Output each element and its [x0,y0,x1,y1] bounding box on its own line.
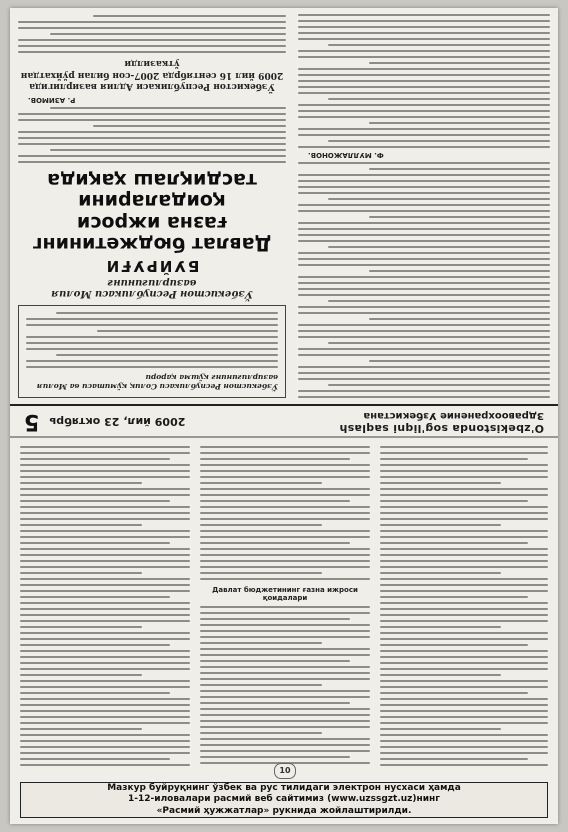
newspaper-page [10,8,558,824]
left-column [298,12,550,398]
body-text-lines [200,606,370,766]
decree-label: БУЙРУҒИ [104,257,200,275]
masthead [10,404,558,438]
masthead-title-uz: O'zbekistonda sog'liqni saqlash [339,421,544,435]
article-subheadline: Ўзбекистон Республикаси Адлия вазирлигида 2009 йил 16 сентябрда 2007-сон билан рўйхатдан ўтказилди [20,58,284,91]
masthead-brand [339,410,544,433]
framed-intro [18,305,286,398]
article-rubric: Ўзбекистон Республикаси Молия вазирлигининг [51,277,253,299]
notice-banner [20,782,548,818]
lower-half [10,438,558,824]
issue-date: 2009 йил, 23 октябрь [49,415,186,429]
body-text-lines [26,312,278,368]
right-column [18,12,286,398]
lower-column-1 [20,446,190,766]
body-text-lines [18,107,286,163]
lower-column-2 [200,446,370,766]
body-text-lines [298,162,550,398]
banner-line-2: 1-12-иловалари расмий веб сайтимиз (www.uzssgzt.uz)нинг [128,794,440,805]
article-headline: Давлат бюджетининг ғазна ижроси қоидаларини тасдиқлаш ҳақида [32,169,272,255]
body-text-lines [18,12,286,53]
signature-right: Р. АЗИМОВ. [28,95,76,104]
body-text-lines [380,446,548,766]
body-text-lines [200,446,370,580]
banner-line-3: «Расмий ҳужжатлар» рукнида жойлаштирилди. [156,805,412,816]
masthead-title-ru: Здравоохранение Узбекистана [363,410,544,422]
small-page-mark: 10 [274,763,296,779]
lower-section-title: Давлат бюджетининг ғазна ижроси қоидалари [212,586,358,602]
masthead-date-block [24,410,185,435]
page-number: 5 [24,409,40,435]
upper-half-rotated [10,8,558,438]
body-text-lines [298,12,550,148]
banner-line-1: Мазкур буйруқнинг ўзбек ва рус тилидаги электрон нусхаси ҳамда [107,783,461,794]
signature-left: Ф. МУЛЛАЖОНОВ. [308,151,384,159]
lower-column-3 [380,446,548,766]
body-text-lines [20,446,190,766]
article-body [10,8,558,402]
framed-intro-title: Ўзбекистон Республикаси Солиқ қўмитаси ва Молия вазирлигининг қўшма қарори [36,373,278,391]
